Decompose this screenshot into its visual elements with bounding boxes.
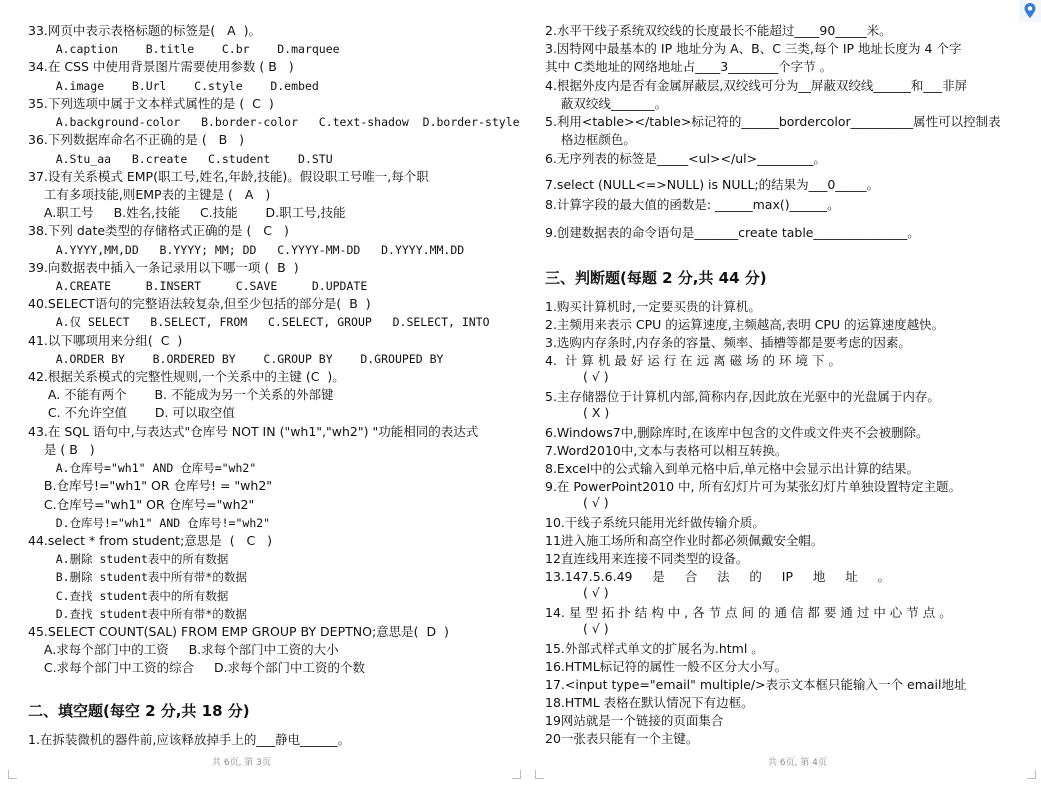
left-line: 44.select * from student;意思是 ( C ) <box>28 533 273 548</box>
answer-mark: ( √ ) <box>583 495 609 510</box>
question-text: 8.Excel中的公式输入到单元格中后,单元格中会显示出计算的结果。 <box>545 461 920 476</box>
true-false-item <box>545 659 1040 675</box>
section-title-fill-blank: 二、填空题(每空 2 分,共 18 分) <box>28 702 250 720</box>
left-line: A.image B.Url C.style D.embed <box>28 79 319 93</box>
true-false-item <box>545 443 1040 459</box>
answer-mark: ( X ) <box>583 405 610 420</box>
fill-blank-question-1: 1.在拆装微机的器件前,应该释放掉手上的___静电______。 <box>28 732 351 747</box>
true-false-item <box>545 695 1040 711</box>
true-false-item <box>545 299 1040 315</box>
left-line: B.删除 student表中所有带*的数据 <box>28 570 247 584</box>
question-text: 13.147.5.6.49 是 合 法 的 IP 地 址 。 <box>545 569 891 584</box>
true-false-item <box>545 425 1040 441</box>
true-false-item <box>545 641 1040 657</box>
right-fill-line: 格边框颜色。 <box>545 132 636 147</box>
true-false-item <box>545 515 1040 531</box>
question-text: 3.选购内存条时,内存条的容量、频率、插槽等都是要考虑的因素。 <box>545 335 911 350</box>
page-corner-mark <box>8 770 17 779</box>
question-text: 11进入施工场所和高空作业时都必须佩戴安全帽。 <box>545 533 824 548</box>
left-line: 37.设有关系模式 EMP(职工号,姓名,年龄,技能)。假设职工号唯一,每个职 <box>28 169 429 184</box>
right-fill-line: 5.利用<table></table>标记符的______bordercolor__________属性可以控制表 <box>545 114 1001 129</box>
question-text: 18.HTML 表格在默认情况下有边框。 <box>545 695 754 710</box>
left-line: 是 ( B ) <box>28 442 95 457</box>
left-line: A.caption B.title C.br D.marquee <box>28 42 340 56</box>
page-corner-mark <box>535 770 544 779</box>
true-false-item <box>545 353 1035 385</box>
question-text: 10.干线子系统只能用光纤做传输介质。 <box>545 515 765 530</box>
left-line: A.删除 student表中的所有数据 <box>28 552 229 566</box>
true-false-item <box>545 335 1040 351</box>
section-title-true-false: 三、判断题(每题 2 分,共 44 分) <box>545 269 767 287</box>
left-line: 工有多项技能,则EMP表的主键是 ( A ) <box>28 187 271 202</box>
left-line: 42.根据关系模式的完整性规则,一个关系中的主键 (C )。 <box>28 369 345 384</box>
left-line: C. 不允许空值 D. 可以取空值 <box>28 405 235 420</box>
left-line: A.求每个部门中的工资 B.求每个部门中工资的大小 <box>28 642 339 657</box>
right-page <box>530 0 1041 788</box>
left-line: 45.SELECT COUNT(SAL) FROM EMP GROUP BY DEPTNO;意思是( D ) <box>28 624 449 639</box>
question-text: 5.主存储器位于计算机内部,简称内存,因此放在光驱中的光盘属于内存。 <box>545 389 940 404</box>
answer-mark: ( √ ) <box>583 621 609 636</box>
question-text: 20一张表只能有一个主键。 <box>545 731 699 746</box>
left-line: A.CREATE B.INSERT C.SAVE D.UPDATE <box>28 279 368 293</box>
left-line: 33.网页中表示表格标题的标签是( A )。 <box>28 23 262 38</box>
page-footer: 共 6页, 第 4页 <box>768 758 827 768</box>
question-text: 14. 星 型 拓 扑 结 构 中 , 各 节 点 间 的 通 信 都 要 通 过 中 心 节 点 。 <box>545 605 952 620</box>
true-false-item <box>545 605 1035 637</box>
left-line: A.YYYY,MM,DD B.YYYY; MM; DD C.YYYY-MM-DD D.YYYY.MM.DD <box>28 243 465 257</box>
right-fill-line: 其中 C类地址的网络地址占____3________个字节 。 <box>545 59 833 74</box>
left-line: D.查找 student表中所有带*的数据 <box>28 607 247 621</box>
left-line: 34.在 CSS 中使用背景图片需要使用参数 ( B ) <box>28 59 294 74</box>
question-text: 4. 计 算 机 最 好 运 行 在 远 离 磁 场 的 环 境 下 。 <box>545 353 841 368</box>
left-line: 39.向数据表中插入一条记录用以下哪一项 ( B ) <box>28 260 299 275</box>
left-line: A.仅 SELECT B.SELECT, FROM C.SELECT, GROUP D.SELECT, INTO <box>28 315 490 329</box>
true-false-item <box>545 677 1040 693</box>
right-fill-line: 7.select (NULL<=>NULL) is NULL;的结果为___0_____。 <box>545 177 880 192</box>
true-false-item <box>545 551 1040 567</box>
question-text: 1.购买计算机时,一定要买贵的计算机。 <box>545 299 761 314</box>
left-line: B.仓库号!="wh1" OR 仓库号! = "wh2" <box>28 478 273 493</box>
true-false-item <box>545 533 1040 549</box>
answer-mark: ( √ ) <box>583 369 609 384</box>
right-fill-line: 3.因特网中最基本的 IP 地址分为 A、B、C 三类,每个 IP 地址长度为 4 个字 <box>545 41 962 56</box>
question-text: 16.HTML标记符的属性一般不区分大小写。 <box>545 659 788 674</box>
left-line: D.仓库号!="wh1" AND 仓库号!="wh2" <box>28 516 271 530</box>
left-line: A. 不能有两个 B. 不能成为另一个关系的外部键 <box>28 387 334 402</box>
left-line: A.ORDER BY B.ORDERED BY C.GROUP BY D.GROUPED BY <box>28 352 444 366</box>
true-false-item <box>545 389 1035 421</box>
right-fill-line: 2.水平干线子系统双绞线的长度最长不能超过____90_____米。 <box>545 23 892 38</box>
true-false-item <box>545 569 1035 601</box>
true-false-item <box>545 731 1040 747</box>
page-corner-mark <box>1027 770 1036 779</box>
question-text: 12直连线用来连接不同类型的设备。 <box>545 551 749 566</box>
left-line: C.求每个部门中工资的综合 D.求每个部门中工资的个数 <box>28 660 366 675</box>
left-line: 35.下列选项中属于文本样式属性的是 ( C ) <box>28 96 274 111</box>
left-line: A.background-color B.border-color C.text-shadow D.border-style <box>28 115 520 129</box>
left-line: 40.SELECT语句的完整语法较复杂,但至少包括的部分是( B ) <box>28 296 371 311</box>
location-pin-icon[interactable] <box>1019 0 1041 22</box>
answer-mark: ( √ ) <box>583 585 609 600</box>
page-footer: 共 6页, 第 3页 <box>212 758 271 768</box>
left-line: C.查找 student表中的所有数据 <box>28 589 229 603</box>
right-fill-line: 4.根据外皮内是否有金属屏蔽层,双绞线可分为__屏蔽双绞线______和___非屏 <box>545 78 968 93</box>
page-corner-mark <box>512 770 521 779</box>
left-line: A.职工号 B.姓名,技能 C.技能 D.职工号,技能 <box>28 205 346 220</box>
right-fill-line: 9.创建数据表的命令语句是_______create table_______________。 <box>545 225 920 240</box>
question-text: 9.在 PowerPoint2010 中, 所有幻灯片可为某张幻灯片单独设置特定主题。 <box>545 479 961 494</box>
left-line: 36.下列数据库命名不正确的是 ( B ) <box>28 132 245 147</box>
true-false-item <box>545 713 1040 729</box>
question-text: 17.<input type="email" multiple/>表示文本框只能输入一个 email地址 <box>545 677 967 692</box>
question-text: 7.Word2010中,文本与表格可以相互转换。 <box>545 443 788 458</box>
question-text: 15.外部式样式单文的扩展名为.html 。 <box>545 641 764 656</box>
question-text: 2.主频用来表示 CPU 的运算速度,主频越高,表明 CPU 的运算速度越快。 <box>545 317 945 332</box>
true-false-item <box>545 317 1040 333</box>
right-fill-line: 蔽双绞线_______。 <box>545 96 668 111</box>
left-line: C.仓库号="wh1" OR 仓库号="wh2" <box>28 497 255 512</box>
left-line: 41.以下哪项用来分组( C ) <box>28 333 183 348</box>
left-line: A.仓库号="wh1" AND 仓库号="wh2" <box>28 461 257 475</box>
left-line: 38.下列 date类型的存储格式正确的是 ( C ) <box>28 223 289 238</box>
question-text: 19网站就是一个链接的页面集合 <box>545 713 724 728</box>
true-false-item <box>545 461 1040 477</box>
question-text: 6.Windows7中,删除库时,在该库中包含的文件或文件夹不会被删除。 <box>545 425 929 440</box>
true-false-item <box>545 479 1035 511</box>
left-line: A.Stu_aa B.create C.student D.STU <box>28 152 333 166</box>
location-pin-icon-glyph <box>1019 0 1041 22</box>
right-fill-line: 6.无序列表的标签是_____<ul></ul>_________。 <box>545 151 826 166</box>
left-line: 43.在 SQL 语句中,与表达式"仓库号 NOT IN ("wh1","wh2") "功能相同的表达式 <box>28 424 479 439</box>
right-fill-line: 8.计算字段的最大值的函数是: ______max()______。 <box>545 197 840 212</box>
